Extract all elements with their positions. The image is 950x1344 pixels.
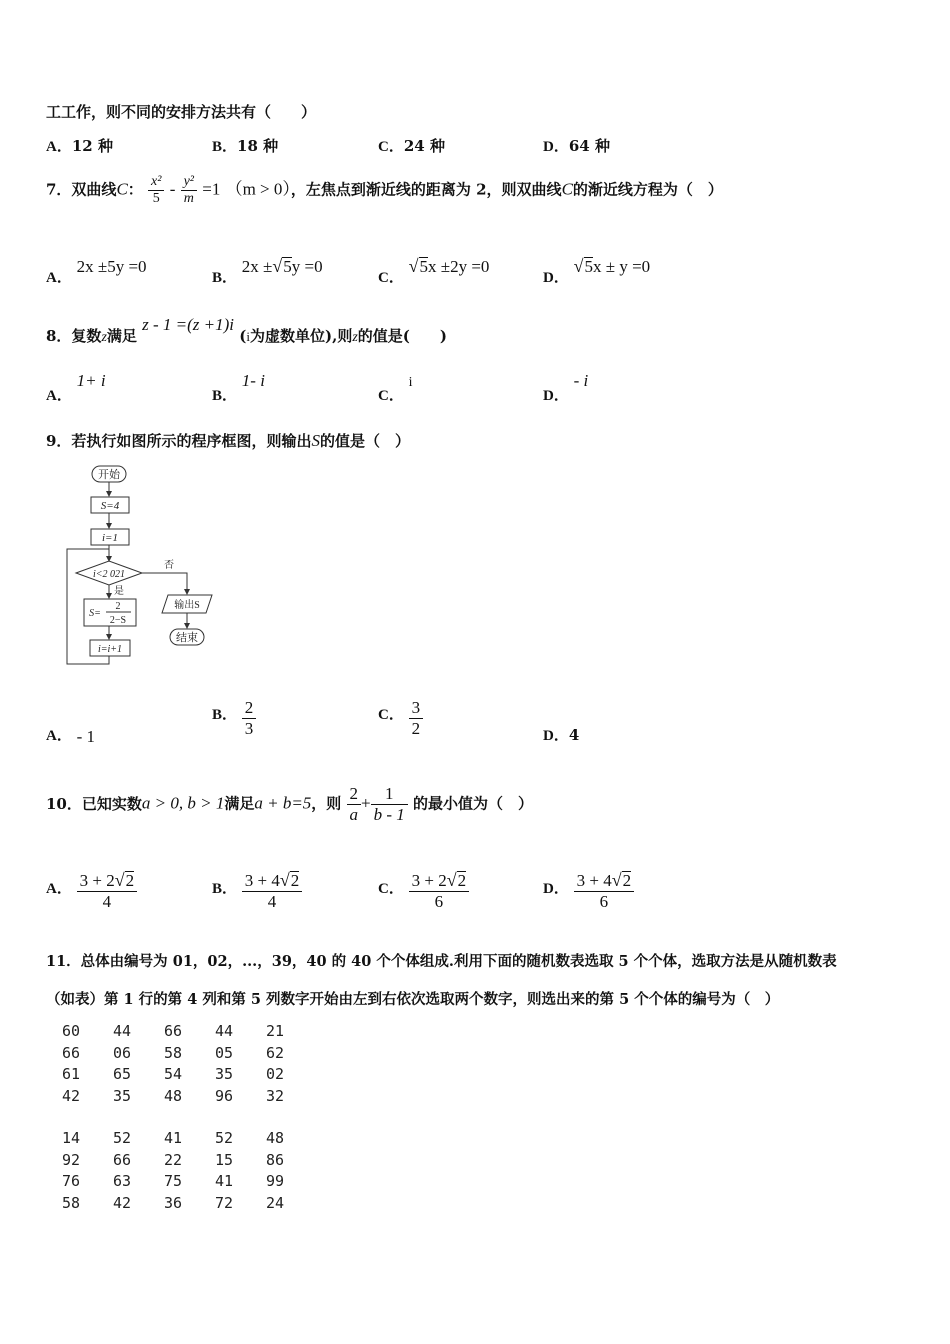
option-label: B． (212, 388, 238, 404)
q9-option-c (378, 698, 423, 739)
option-expr: 1+ i (76, 371, 106, 390)
option-expr-post: x ± y =0 (593, 257, 651, 276)
sqrt-icon: √ (114, 870, 125, 890)
q7-option-b (212, 256, 323, 286)
table-cell: 52 (215, 1129, 234, 1147)
fraction-denominator: 3 (244, 719, 254, 738)
q8-option-b (212, 370, 265, 404)
flow-inc-label: i=i+1 (97, 644, 123, 655)
option-label: C． (378, 388, 404, 404)
numerator-pre: 3 + 2 (411, 871, 447, 890)
q8-text1: 满足 (106, 327, 137, 345)
table-row (62, 1194, 317, 1216)
option-fraction (242, 698, 257, 739)
option-expr-pre: 2x ± (241, 257, 273, 276)
option-label: A． (46, 270, 72, 286)
option-text: 12 种 (71, 137, 113, 155)
q8-var: z (101, 330, 107, 345)
option-fraction (77, 870, 137, 912)
table-cell: 22 (164, 1150, 183, 1169)
q8-option-a (46, 370, 106, 404)
sqrt-icon: √ (408, 256, 419, 276)
radicand: 5 (283, 257, 292, 276)
table-cell: 92 (62, 1150, 81, 1169)
q8-text2: ( (239, 327, 247, 345)
q6-option-a (46, 135, 113, 156)
option-expr-post: y =0 (291, 257, 323, 276)
table-cell: 24 (266, 1193, 285, 1212)
q10-option-a (46, 870, 137, 912)
option-label: C． (378, 881, 404, 897)
option-text: 18 种 (237, 137, 279, 155)
table-cell: 06 (113, 1043, 132, 1062)
q8-option-c (378, 370, 413, 404)
q8-equation: z - 1 =(z +1)i (142, 315, 235, 334)
fraction-denominator: 6 (434, 892, 444, 911)
table-cell: 63 (113, 1172, 132, 1190)
q10-option-b (212, 870, 302, 912)
table-row (62, 1129, 317, 1151)
q7-number: 7．双曲线 (46, 180, 117, 199)
option-fraction (409, 870, 469, 912)
table-cell: 54 (164, 1065, 183, 1083)
q11-line-1: 11．总体由编号为 01，02，...，39，40 的 40 个个体组成.利用下面的随机数表选取 5 个个体，选取方法是从随机数表 (46, 953, 837, 970)
q7-option-d (543, 256, 651, 286)
q7-fraction-y (181, 174, 197, 207)
flow-condition-label: i<2 021 (92, 569, 126, 580)
option-label: A． (46, 728, 72, 744)
q10-text2: ，则 (311, 794, 342, 813)
fraction-numerator: x² (148, 174, 164, 191)
fraction-denominator: 4 (267, 892, 277, 911)
fraction-numerator (574, 870, 634, 892)
option-label: C． (378, 706, 404, 723)
sqrt-icon: √ (573, 256, 584, 276)
option-fraction (574, 870, 634, 912)
q6-option-d (543, 135, 610, 156)
table-cell: 02 (266, 1065, 285, 1083)
option-expr: 4 (568, 726, 580, 744)
table-cell: 32 (266, 1086, 285, 1105)
fraction-denominator: m (183, 191, 194, 206)
q7-option-c (378, 256, 490, 286)
fraction-numerator (242, 870, 302, 892)
q8-number: 8．复数 (46, 327, 102, 345)
q9-option-a (46, 724, 95, 745)
fraction-numerator: 2 (242, 698, 257, 719)
table-row (62, 1087, 317, 1109)
fraction-numerator: y² (181, 174, 197, 191)
option-label: D． (543, 728, 569, 744)
q7-eq: =1 (202, 179, 221, 199)
table-cell: 41 (164, 1129, 183, 1147)
radicand: 2 (457, 871, 467, 890)
option-label: A． (46, 139, 72, 155)
sqrt-icon: √ (611, 870, 622, 890)
q10-tail: 的最小值为（ ） (413, 794, 534, 813)
option-expr: 2x ±5y =0 (76, 257, 147, 276)
fraction-denominator: 4 (102, 892, 112, 911)
table-cell: 48 (266, 1129, 285, 1147)
table-cell: 58 (164, 1043, 183, 1062)
fraction-denominator: 6 (599, 892, 609, 911)
flow-output-label: 输出S (174, 600, 200, 611)
table-cell: 66 (113, 1150, 132, 1169)
table-cell: 41 (215, 1172, 234, 1190)
table-cell: 05 (215, 1043, 234, 1062)
flow-end-label: 结束 (176, 632, 198, 644)
table-row (62, 1065, 317, 1087)
radicand: 2 (622, 871, 632, 890)
table-cell: 14 (62, 1129, 81, 1147)
option-fraction (409, 698, 424, 739)
q9-var: S (311, 431, 320, 450)
radicand: 2 (290, 871, 300, 890)
q9-text: 9．若执行如图所示的程序框图，则输出 (46, 432, 312, 450)
table-cell: 65 (113, 1065, 132, 1083)
table-cell: 58 (62, 1193, 81, 1212)
q7-tail: 的渐近线方程为（ ） (572, 180, 723, 199)
q7-minus: - (169, 179, 176, 199)
q10-option-c (378, 870, 469, 912)
table-cell: 42 (62, 1086, 81, 1105)
q8-var2: z (352, 330, 358, 345)
fraction-denominator: 5 (152, 191, 160, 206)
q10-fraction-1 (347, 784, 362, 825)
flow-no-label: 否 (164, 560, 174, 571)
table-cell: 99 (266, 1172, 285, 1190)
table-cell: 75 (164, 1172, 183, 1190)
flow-assign-den: 2−S (109, 615, 127, 626)
table-cell: 72 (215, 1193, 234, 1212)
q11-line-2: （如表）第 1 行的第 4 列和第 5 列数字开始由左到右依次选取两个数字，则选出来的第 5 个个体的编号为（ ） (46, 991, 780, 1008)
flowchart (64, 460, 224, 670)
table-cell: 35 (113, 1086, 132, 1105)
fraction-denominator: 2 (411, 719, 421, 738)
flow-start-label: 开始 (98, 469, 120, 481)
q8-tail: 的值是( ) (357, 327, 447, 345)
q9-stem (46, 430, 410, 451)
q9-tail: 的值是（ ） (319, 432, 410, 450)
numerator-pre: 3 + 4 (244, 871, 280, 890)
q10-text1: 满足 (224, 794, 255, 813)
q9-option-b (212, 698, 256, 739)
q8-i: i (246, 329, 250, 344)
option-expr-post: x ±2y =0 (428, 257, 490, 276)
q8-option-d (543, 370, 589, 404)
random-number-table (62, 1022, 317, 1215)
sqrt-icon: √ (446, 870, 457, 890)
table-row (62, 1172, 317, 1194)
table-cell: 96 (215, 1086, 234, 1105)
q7-option-a (46, 256, 147, 286)
sqrt-icon: √ (272, 256, 283, 276)
option-label: B． (212, 706, 238, 723)
flow-i-init-label: i=1 (102, 532, 118, 544)
q8-text3: 为虚数单位),则 (250, 327, 353, 345)
table-cell: 86 (266, 1150, 285, 1169)
q10-plus: + (361, 793, 371, 813)
q10-condition: a > 0, b > 1 (141, 793, 225, 813)
q6-tail: 工工作，则不同的安排方法共有（ ） (46, 103, 317, 121)
table-cell: 76 (62, 1172, 81, 1190)
option-label: D． (543, 881, 569, 897)
q10-stem (46, 784, 533, 825)
option-label: D． (543, 388, 569, 404)
option-text: 24 种 (403, 137, 445, 155)
option-expr: i (408, 375, 413, 390)
option-label: C． (378, 270, 404, 286)
q6-option-b (212, 135, 278, 156)
q6-option-c (378, 135, 445, 156)
table-cell: 66 (164, 1022, 183, 1040)
option-fraction (242, 870, 302, 912)
q7-text: ，左焦点到渐近线的距离为 2，则双曲线 (290, 180, 562, 199)
table-row (62, 1044, 317, 1066)
table-cell: 42 (113, 1193, 132, 1212)
q7-condition: （m > 0） (225, 179, 291, 199)
option-label: A． (46, 388, 72, 404)
radicand: 5 (584, 257, 594, 276)
table-cell: 44 (215, 1022, 234, 1040)
table-cell: 15 (215, 1150, 234, 1169)
option-label: B． (212, 139, 238, 155)
option-expr: - i (573, 371, 589, 390)
radicand: 5 (419, 257, 429, 276)
q7-var: C (116, 179, 128, 199)
option-label: A． (46, 881, 72, 897)
table-cell: 44 (113, 1022, 132, 1040)
option-label: B． (212, 270, 238, 286)
radicand: 2 (125, 871, 135, 890)
flow-assign-lhs: S= (89, 608, 101, 619)
fraction-numerator: 1 (371, 784, 408, 805)
table-cell: 35 (215, 1065, 234, 1083)
option-label: B． (212, 881, 238, 897)
table-cell: 48 (164, 1086, 183, 1105)
option-expr: 1- i (241, 371, 265, 390)
option-text: 64 种 (568, 137, 610, 155)
fraction-numerator: 2 (347, 784, 362, 805)
fraction-numerator (77, 870, 137, 892)
flow-s-init-label: S=4 (100, 500, 120, 512)
q7-fraction-x (148, 174, 164, 207)
fraction-denominator: a (349, 805, 359, 824)
numerator-pre: 3 + 4 (576, 871, 612, 890)
table-cell: 60 (62, 1022, 81, 1040)
table-cell: 52 (113, 1129, 132, 1147)
q10-number: 10．已知实数 (46, 794, 142, 813)
table-cell: 62 (266, 1043, 285, 1062)
q7-stem (46, 174, 723, 207)
numerator-pre: 3 + 2 (79, 871, 115, 890)
option-label: D． (543, 270, 569, 286)
table-cell: 66 (62, 1043, 81, 1062)
fraction-numerator: 3 (409, 698, 424, 719)
option-label: D． (543, 139, 569, 155)
q10-fraction-2 (371, 784, 408, 825)
option-expr: - 1 (76, 727, 96, 746)
option-label: C． (378, 139, 404, 155)
q10-option-d (543, 870, 634, 912)
flow-yes-label: 是 (114, 586, 124, 597)
q8-stem (46, 314, 447, 345)
q9-option-d (543, 724, 579, 745)
table-row (62, 1151, 317, 1173)
fraction-denominator: b - 1 (373, 805, 405, 824)
q7-colon: ： (127, 180, 143, 199)
table-cell: 61 (62, 1065, 81, 1083)
sqrt-icon: √ (279, 870, 290, 890)
fraction-numerator (409, 870, 469, 892)
q10-equation: a + b=5 (254, 793, 312, 813)
table-cell: 36 (164, 1193, 183, 1212)
flow-assign-num: 2 (115, 601, 121, 612)
table-cell: 21 (266, 1022, 285, 1040)
q7-var2: C (561, 179, 573, 199)
table-row (62, 1022, 317, 1044)
